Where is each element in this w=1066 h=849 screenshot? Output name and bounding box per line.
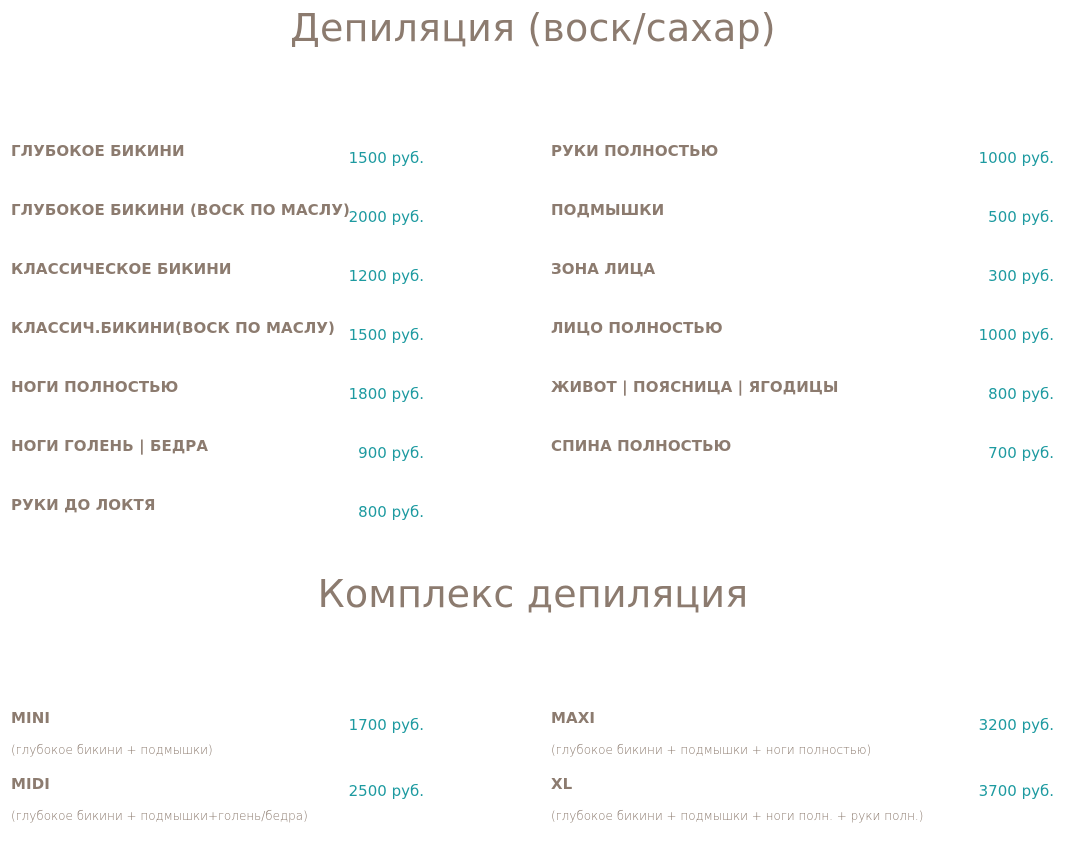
service-price: 500 руб. [988, 208, 1054, 226]
service-name: ГЛУБОКОЕ БИКИНИ [11, 142, 185, 160]
package-item [11, 709, 424, 775]
service-price: 1000 руб. [978, 149, 1054, 167]
service-name: РУКИ ПОЛНОСТЬЮ [551, 142, 719, 160]
service-price: 1000 руб. [978, 326, 1054, 344]
price-item [551, 142, 1054, 201]
depilation-price-list-right [551, 142, 1054, 496]
section-title-depilation: Депиляция (воск/сахар) [290, 6, 776, 50]
package-item [551, 775, 1054, 841]
price-item [11, 437, 424, 496]
service-price: 2000 руб. [348, 208, 424, 226]
service-price: 300 руб. [988, 267, 1054, 285]
package-name: MAXI [551, 709, 596, 727]
package-item [551, 709, 1054, 775]
package-price: 1700 руб. [348, 716, 424, 734]
service-name: ЗОНА ЛИЦА [551, 260, 656, 278]
service-name: НОГИ ПОЛНОСТЬЮ [11, 378, 179, 396]
price-item [551, 319, 1054, 378]
price-item [551, 437, 1054, 496]
price-item [11, 496, 424, 555]
service-price: 800 руб. [988, 385, 1054, 403]
complex-price-list-right [551, 709, 1054, 841]
price-item [11, 378, 424, 437]
service-name: ГЛУБОКОЕ БИКИНИ (ВОСК ПО МАСЛУ) [11, 201, 350, 219]
service-name: КЛАССИЧЕСКОЕ БИКИНИ [11, 260, 232, 278]
package-price: 2500 руб. [348, 782, 424, 800]
service-price: 900 руб. [358, 444, 424, 462]
service-price: 700 руб. [988, 444, 1054, 462]
price-item [551, 378, 1054, 437]
complex-price-list-left [11, 709, 424, 841]
service-name: НОГИ ГОЛЕНЬ | БЕДРА [11, 437, 209, 455]
package-item [11, 775, 424, 841]
service-name: РУКИ ДО ЛОКТЯ [11, 496, 156, 514]
price-item [11, 142, 424, 201]
package-description: (глубокое бикини + подмышки) [11, 743, 213, 757]
price-item [551, 201, 1054, 260]
service-name: ПОДМЫШКИ [551, 201, 665, 219]
section-title-complex: Комплекс депиляция [317, 572, 749, 616]
package-description: (глубокое бикини + подмышки + ноги полн. + руки полн.) [551, 809, 924, 823]
service-name: ЛИЦО ПОЛНОСТЬЮ [551, 319, 723, 337]
package-price: 3200 руб. [978, 716, 1054, 734]
service-name: СПИНА ПОЛНОСТЬЮ [551, 437, 732, 455]
depilation-price-list-left [11, 142, 424, 555]
service-price: 1500 руб. [348, 149, 424, 167]
package-name: MIDI [11, 775, 50, 793]
service-price: 1800 руб. [348, 385, 424, 403]
package-name: XL [551, 775, 573, 793]
package-description: (глубокое бикини + подмышки+голень/бедра) [11, 809, 308, 823]
price-item [551, 260, 1054, 319]
price-item [11, 201, 424, 260]
package-name: MINI [11, 709, 51, 727]
package-price: 3700 руб. [978, 782, 1054, 800]
service-name: КЛАССИЧ.БИКИНИ(ВОСК ПО МАСЛУ) [11, 319, 336, 337]
service-price: 1200 руб. [348, 267, 424, 285]
service-price: 1500 руб. [348, 326, 424, 344]
price-item [11, 260, 424, 319]
service-name: ЖИВОТ | ПОЯСНИЦА | ЯГОДИЦЫ [551, 378, 839, 396]
package-description: (глубокое бикини + подмышки + ноги полностью) [551, 743, 872, 757]
service-price: 800 руб. [358, 503, 424, 521]
price-item [11, 319, 424, 378]
